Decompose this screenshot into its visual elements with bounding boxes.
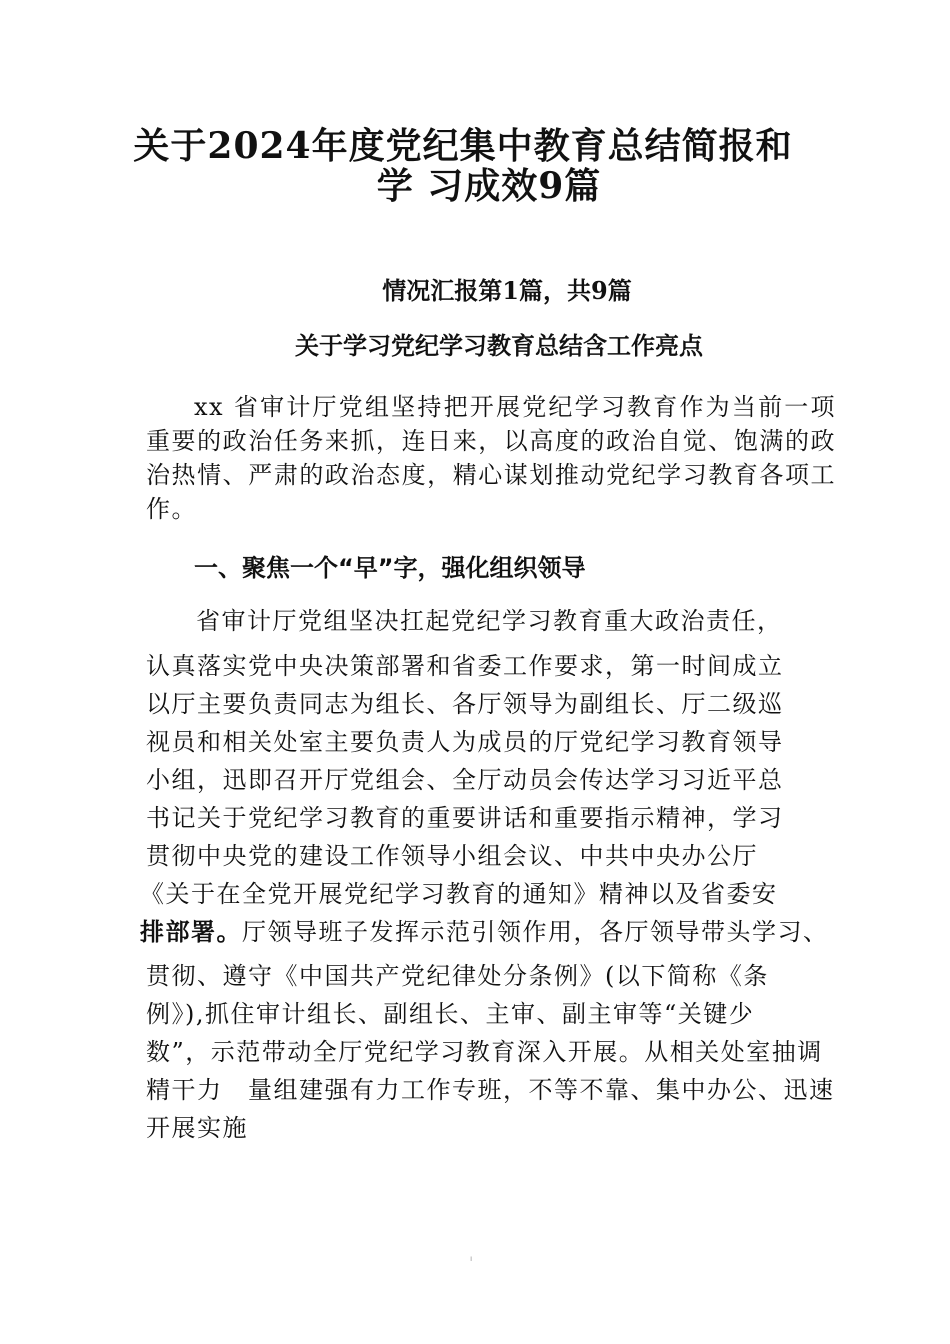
body-line [140,916,829,948]
body-line: 视员和相关处室主要负责人为成员的厅党纪学习教育领导 [146,728,784,756]
bold-fragment: 排部署。 [140,917,242,946]
document-title-line-1: 关于2024年度党纪集中教育总结简报和 [133,125,793,167]
body-line: 贯彻、遵守《中国共产党纪律处分条例》(以下简称《条 [146,962,769,990]
intro-paragraph: xx 省审计厅党组坚持把开展党纪学习教育作为当前一项重要的政治任务来抓，连日来，以高度的政治自觉、饱满的政治热情、严肃的政治态度，精心谋划推动党纪学习教育各项工作。 [146,393,836,523]
body-line: 《关于在全党开展党纪学习教育的通知》精神以及省委安 [140,880,778,908]
body-line: 例》),抓住审计组长、副组长、主审、副主审等“关键少 [146,1000,755,1028]
body-line: 数”，示范带动全厅党纪学习教育深入开展。从相关处室抽调 [146,1038,823,1066]
body-line: 认真落实党中央决策部署和省委工作要求，第一时间成立 [146,652,784,680]
body-line: 书记关于党纪学习教育的重要讲话和重要指示精神，学习 [146,804,784,832]
page-mark: ı [470,1254,473,1263]
body-line: 小组，迅即召开厅党组会、全厅动员会传达学习习近平总 [146,766,784,794]
article-title: 关于学习党纪学习教育总结含工作亮点 [295,331,703,360]
body-line: 省审计厅党组坚决扛起党纪学习教育重大政治责任， [196,607,783,635]
document-title-line-2: 学 习成效9篇 [376,165,602,207]
section-heading: 一、聚焦一个“早”字，强化组织领导 [194,554,586,582]
part-label: 情况汇报第1篇，共9篇 [382,276,632,305]
body-line: 精干力 量组建强有力工作专班，不等不靠、集中办公、迅速 [146,1076,835,1104]
body-line: 开展实施 [146,1114,248,1142]
body-line: 以厅主要负责同志为组长、各厅领导为副组长、厅二级巡 [146,690,784,718]
body-line-rest: 厅领导班子发挥示范引领作用，各厅领导带头学习、 [242,918,829,946]
body-line: 贯彻中央党的建设工作领导小组会议、中共中央办公厅 [146,842,758,870]
